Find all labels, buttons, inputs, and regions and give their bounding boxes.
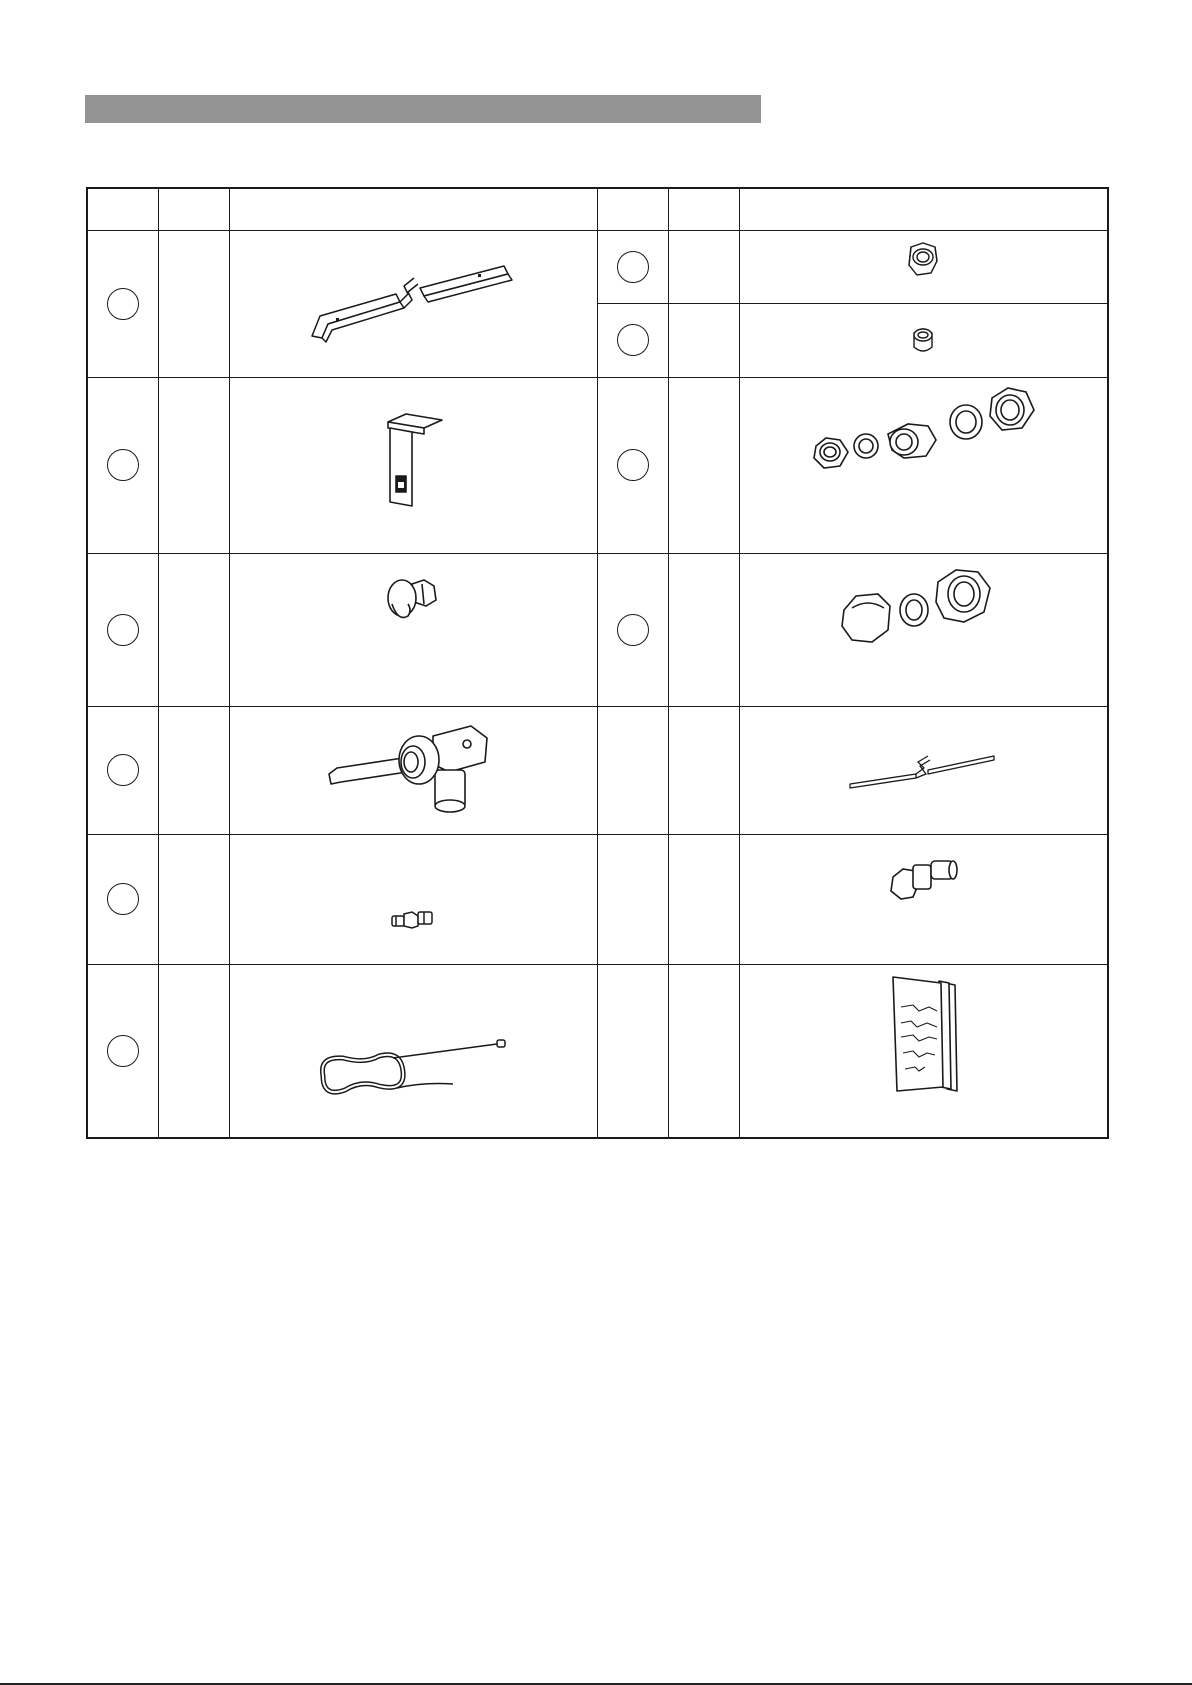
item-number-cell bbox=[597, 553, 668, 706]
part-illustration-cell bbox=[229, 706, 597, 834]
item-number-cell bbox=[597, 303, 668, 377]
item-circle bbox=[107, 754, 139, 786]
part-illustration-cell bbox=[739, 706, 1108, 834]
item-circle bbox=[107, 1035, 139, 1067]
manual-booklet-illustration bbox=[883, 973, 963, 1103]
header-no-left bbox=[87, 188, 158, 230]
part-illustration-cell bbox=[229, 964, 597, 1138]
header-no-right bbox=[597, 188, 668, 230]
item-number-cell bbox=[597, 834, 668, 964]
push-rivet-illustration bbox=[378, 574, 448, 634]
item-number-cell bbox=[597, 706, 668, 834]
elbow-valve-tube-illustration bbox=[323, 720, 503, 820]
part-illustration-cell bbox=[229, 553, 597, 706]
item-qty-cell bbox=[668, 834, 739, 964]
sensor-cable-illustration bbox=[313, 1026, 513, 1106]
item-qty-cell bbox=[158, 553, 229, 706]
table-row bbox=[87, 230, 1108, 303]
flare-nut-small-illustration bbox=[903, 239, 943, 283]
item-qty-cell bbox=[158, 377, 229, 553]
header-part-left bbox=[229, 188, 597, 230]
item-number-cell bbox=[597, 377, 668, 553]
item-circle bbox=[617, 251, 649, 283]
item-circle bbox=[107, 614, 139, 646]
part-illustration-cell bbox=[229, 377, 597, 553]
item-qty-cell bbox=[668, 377, 739, 553]
item-qty-cell bbox=[668, 964, 739, 1138]
small-connector-illustration bbox=[388, 904, 438, 934]
item-circle bbox=[107, 449, 139, 481]
table-row bbox=[87, 377, 1108, 553]
item-circle bbox=[107, 288, 139, 320]
thin-strip-illustration bbox=[848, 750, 998, 790]
part-illustration-cell bbox=[229, 834, 597, 964]
mounting-rail-illustration bbox=[308, 264, 518, 344]
item-number-cell bbox=[87, 964, 158, 1138]
part-illustration-cell bbox=[739, 230, 1108, 303]
table-row bbox=[87, 834, 1108, 964]
table-header-row bbox=[87, 188, 1108, 230]
item-circle bbox=[617, 449, 649, 481]
hex-plug-illustration bbox=[883, 851, 963, 911]
item-qty-cell bbox=[668, 230, 739, 303]
item-circle bbox=[617, 614, 649, 646]
item-number-cell bbox=[87, 834, 158, 964]
item-number-cell bbox=[597, 230, 668, 303]
item-qty-cell bbox=[158, 706, 229, 834]
item-number-cell bbox=[87, 377, 158, 553]
item-number-cell bbox=[87, 706, 158, 834]
item-qty-cell bbox=[668, 553, 739, 706]
header-qty-left bbox=[158, 188, 229, 230]
item-qty-cell bbox=[158, 964, 229, 1138]
sleeve-ring-illustration bbox=[908, 323, 938, 357]
section-title-bar bbox=[85, 95, 761, 123]
part-illustration-cell bbox=[739, 553, 1108, 706]
header-part-right bbox=[739, 188, 1108, 230]
part-illustration-cell bbox=[739, 834, 1108, 964]
header-qty-right bbox=[668, 188, 739, 230]
item-qty-cell bbox=[668, 303, 739, 377]
accessory-parts-table bbox=[86, 187, 1109, 1139]
cap-nut-set-illustration bbox=[838, 560, 1008, 650]
item-circle bbox=[617, 324, 649, 356]
union-fitting-set-illustration bbox=[808, 384, 1038, 484]
item-number-cell bbox=[87, 230, 158, 377]
item-number-cell bbox=[87, 553, 158, 706]
item-circle bbox=[107, 883, 139, 915]
table-row bbox=[87, 553, 1108, 706]
part-illustration-cell bbox=[739, 303, 1108, 377]
item-qty-cell bbox=[158, 230, 229, 377]
part-illustration-cell bbox=[739, 964, 1108, 1138]
table-row bbox=[87, 964, 1108, 1138]
item-qty-cell bbox=[668, 706, 739, 834]
item-number-cell bbox=[597, 964, 668, 1138]
item-qty-cell bbox=[158, 834, 229, 964]
part-illustration-cell bbox=[229, 230, 597, 377]
bracket-illustration bbox=[378, 408, 448, 518]
part-illustration-cell bbox=[739, 377, 1108, 553]
table-row bbox=[87, 706, 1108, 834]
